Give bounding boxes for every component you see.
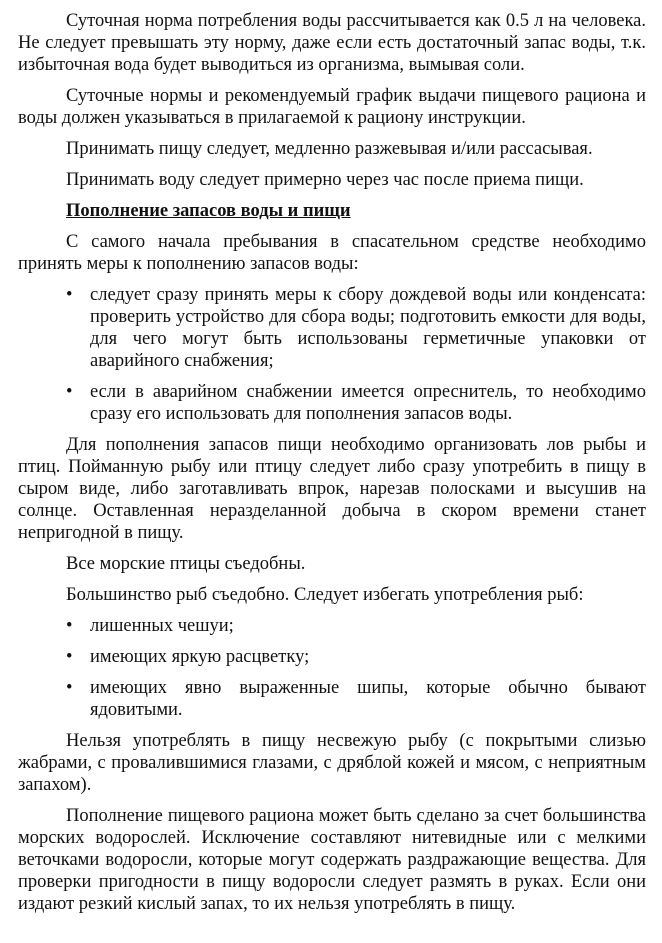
bullet-icon: • [66, 285, 73, 305]
list-item [18, 615, 646, 637]
paragraph-water-intro: С самого начала пребывания в спасательном средстве необходимо принять меры к пополнению запасов воды: [18, 232, 646, 274]
paragraph-food-supply: Для пополнения запасов пищи необходимо организовать лов рыбы и птиц. Пойманную рыбу или птицу следует либо сразу употребить в пищу в сыром виде, либо заготавливать впрок, нарезав полосками и высушив на солнце. Оставленная неразделанной добыча в скором времени станет непригодной в пищу. [18, 435, 646, 543]
list-item-text: если в аварийном снабжении имеется опреснитель, то необходимо сразу его использовать для пополнения запасов воды. [90, 382, 646, 424]
list-item [18, 646, 646, 668]
list-item [18, 677, 646, 721]
list-item-text: имеющих явно выраженные шипы, которые обычно бывают ядовитыми. [90, 678, 646, 720]
paragraph-seaweed: Пополнение пищевого рациона может быть сделано за счет большинства морских водорослей. Исключение составляют нитевидные или с мелкими веточками водоросли, которые могут содержать раздражающие вещества. Для проверки пригодности в пищу водоросли следует размять в руках. Если они издают резкий кислый запах, то их нельзя употреблять в пищу. [18, 806, 646, 914]
paragraph-drinking: Принимать воду следует примерно через час после приема пищи. [66, 170, 584, 190]
list-item-text: имеющих яркую расцветку; [90, 647, 310, 667]
list-item-text: следует сразу принять меры к сбору дождевой воды или конденсата: проверить устройство для сбора воды; подготовить емкости для воды, для чего могут быть использованы герметичные упаковки от аварийного снабжения; [90, 285, 646, 371]
fish-avoid-list [18, 615, 646, 721]
section-heading: Пополнение запасов воды и пищи [66, 201, 351, 221]
bullet-icon: • [66, 616, 73, 636]
list-item-text: лишенных чешуи; [90, 616, 234, 636]
bullet-icon: • [66, 382, 73, 402]
paragraph-birds: Все морские птицы съедобны. [66, 554, 306, 574]
water-measures-list [18, 284, 646, 425]
paragraph-fresh-fish: Нельзя употреблять в пищу несвежую рыбу (с покрытыми слизью жабрами, с провалившимися глазами, с дряблой кожей и мясом, с неприятным запахом). [18, 731, 646, 795]
list-item [18, 381, 646, 425]
list-item [18, 284, 646, 372]
paragraph-fish-intro: Большинство рыб съедобно. Следует избегать употребления рыб: [66, 585, 584, 605]
paragraph-water-norm: Суточная норма потребления воды рассчитывается как 0.5 л на человека. Не следует превышать эту норму, даже если есть достаточный запас воды, т.к. избыточная вода будет выводиться из организма, вымывая соли. [18, 11, 646, 75]
paragraph-eating: Принимать пищу следует, медленно разжевывая и/или рассасывая. [66, 139, 593, 159]
paragraph-ration-instructions: Суточные нормы и рекомендуемый график выдачи пищевого рациона и воды должен указываться в прилагаемой к рациону инструкции. [18, 86, 646, 128]
bullet-icon: • [66, 678, 73, 698]
document-page [18, 10, 646, 924]
bullet-icon: • [66, 647, 73, 667]
